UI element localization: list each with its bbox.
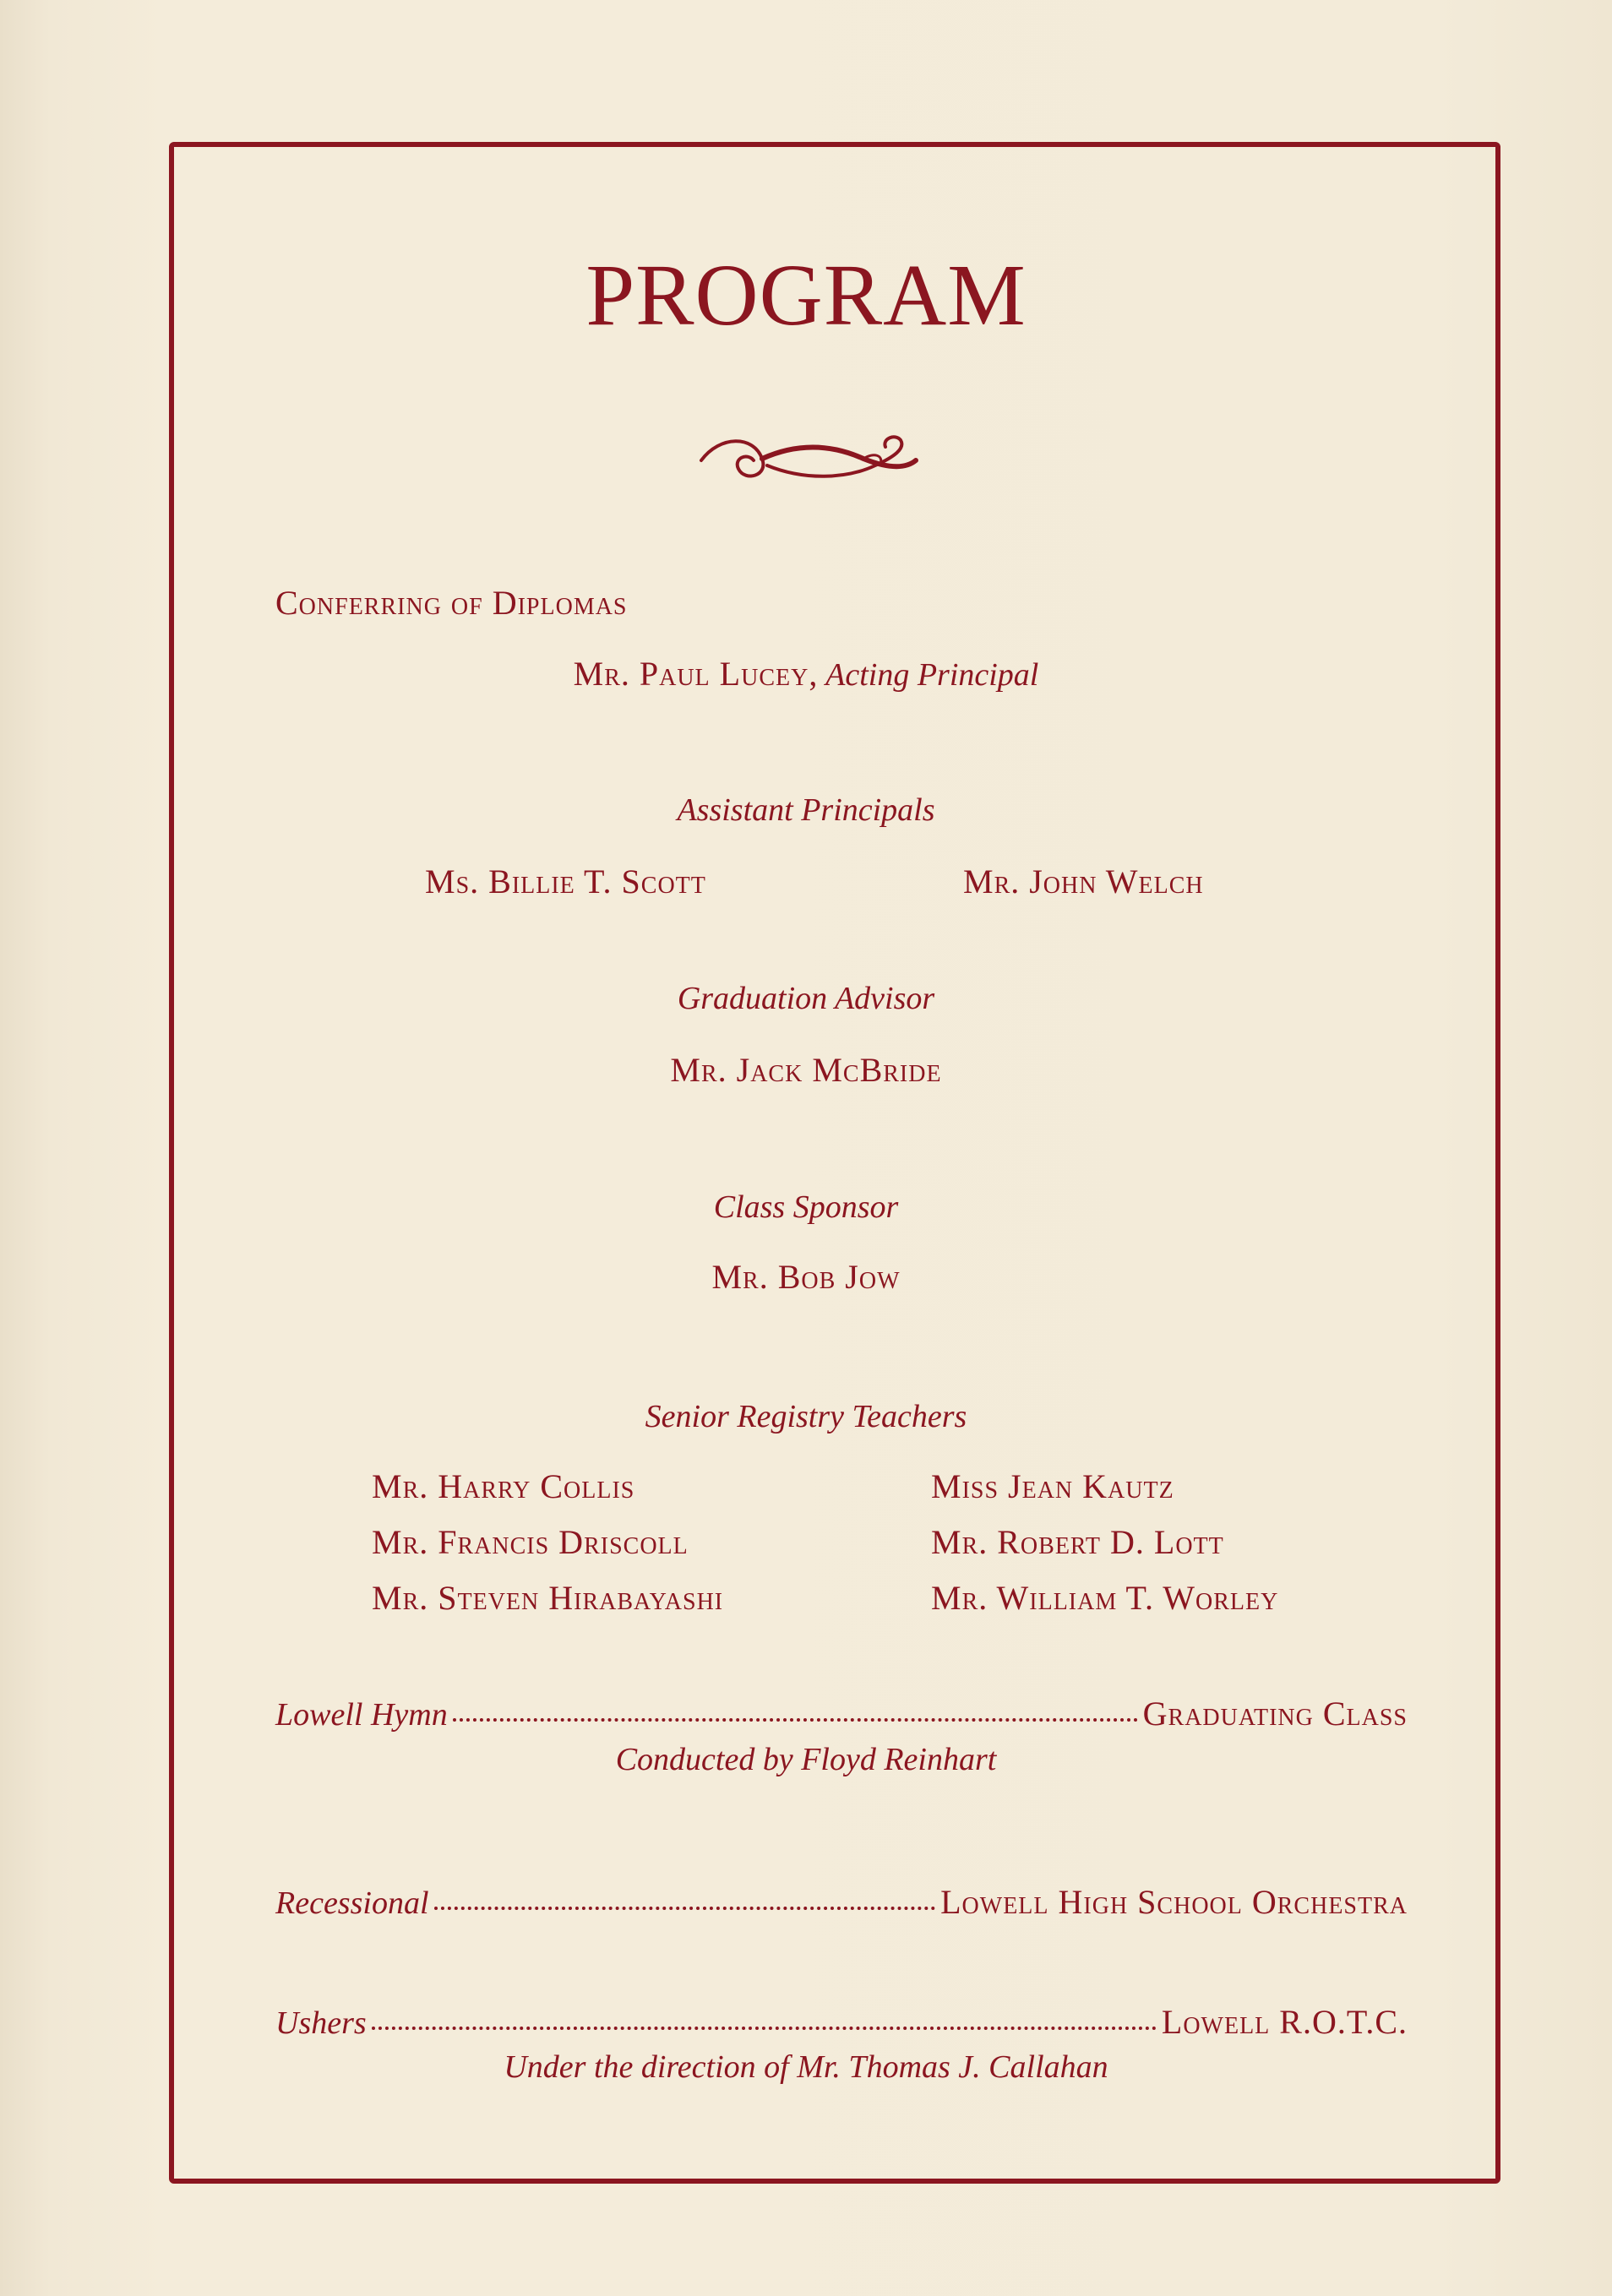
ushers-performer: Lowell R.O.T.C.	[1161, 2003, 1408, 2041]
lowell-hymn-label: Lowell Hymn	[275, 1697, 448, 1733]
dot-leader	[372, 2027, 1157, 2030]
principal-role: Acting Principal	[818, 657, 1039, 693]
registry-teacher: Mr. Harry Collis	[372, 1467, 635, 1505]
lowell-hymn-performer: Graduating Class	[1142, 1695, 1408, 1733]
recessional-performer: Lowell High School Orchestra	[940, 1883, 1408, 1921]
recessional-row	[275, 1882, 1408, 1922]
class-sponsor-heading: Class Sponsor	[713, 1189, 899, 1225]
dot-leader	[453, 1718, 1138, 1722]
registry-teacher: Mr. Steven Hirabayashi	[372, 1579, 724, 1617]
graduation-advisor-name: Mr. Jack McBride	[670, 1051, 942, 1089]
ushers-direction-note: Under the direction of Mr. Thomas J. Callahan	[504, 2049, 1108, 2085]
registry-teacher: Mr. Robert D. Lott	[931, 1523, 1224, 1561]
conferring-heading: Conferring of Diplomas	[275, 584, 628, 622]
senior-registry-heading: Senior Registry Teachers	[645, 1399, 967, 1434]
registry-teacher: Mr. William T. Worley	[931, 1579, 1279, 1617]
registry-teacher: Miss Jean Kautz	[931, 1467, 1174, 1505]
principal-name: Mr. Paul Lucey,	[573, 655, 819, 693]
recessional-label: Recessional	[275, 1885, 429, 1921]
page-title: PROGRAM	[585, 247, 1027, 344]
lowell-hymn-row	[275, 1694, 1408, 1733]
assistant-principals-heading: Assistant Principals	[677, 792, 935, 828]
registry-teacher: Mr. Francis Driscoll	[372, 1523, 689, 1561]
principal-line	[0, 657, 1612, 691]
dot-leader	[434, 1907, 936, 1910]
ushers-label: Ushers	[275, 2005, 367, 2041]
hymn-conductor-note: Conducted by Floyd Reinhart	[615, 1742, 997, 1777]
class-sponsor-name: Mr. Bob Jow	[711, 1258, 901, 1296]
assistant-principal-right: Mr. John Welch	[963, 862, 1204, 900]
graduation-advisor-heading: Graduation Advisor	[677, 981, 935, 1016]
assistant-principal-left: Ms. Billie T. Scott	[425, 862, 706, 900]
ushers-row	[275, 2002, 1408, 2042]
scroll-flourish-icon	[694, 427, 923, 494]
